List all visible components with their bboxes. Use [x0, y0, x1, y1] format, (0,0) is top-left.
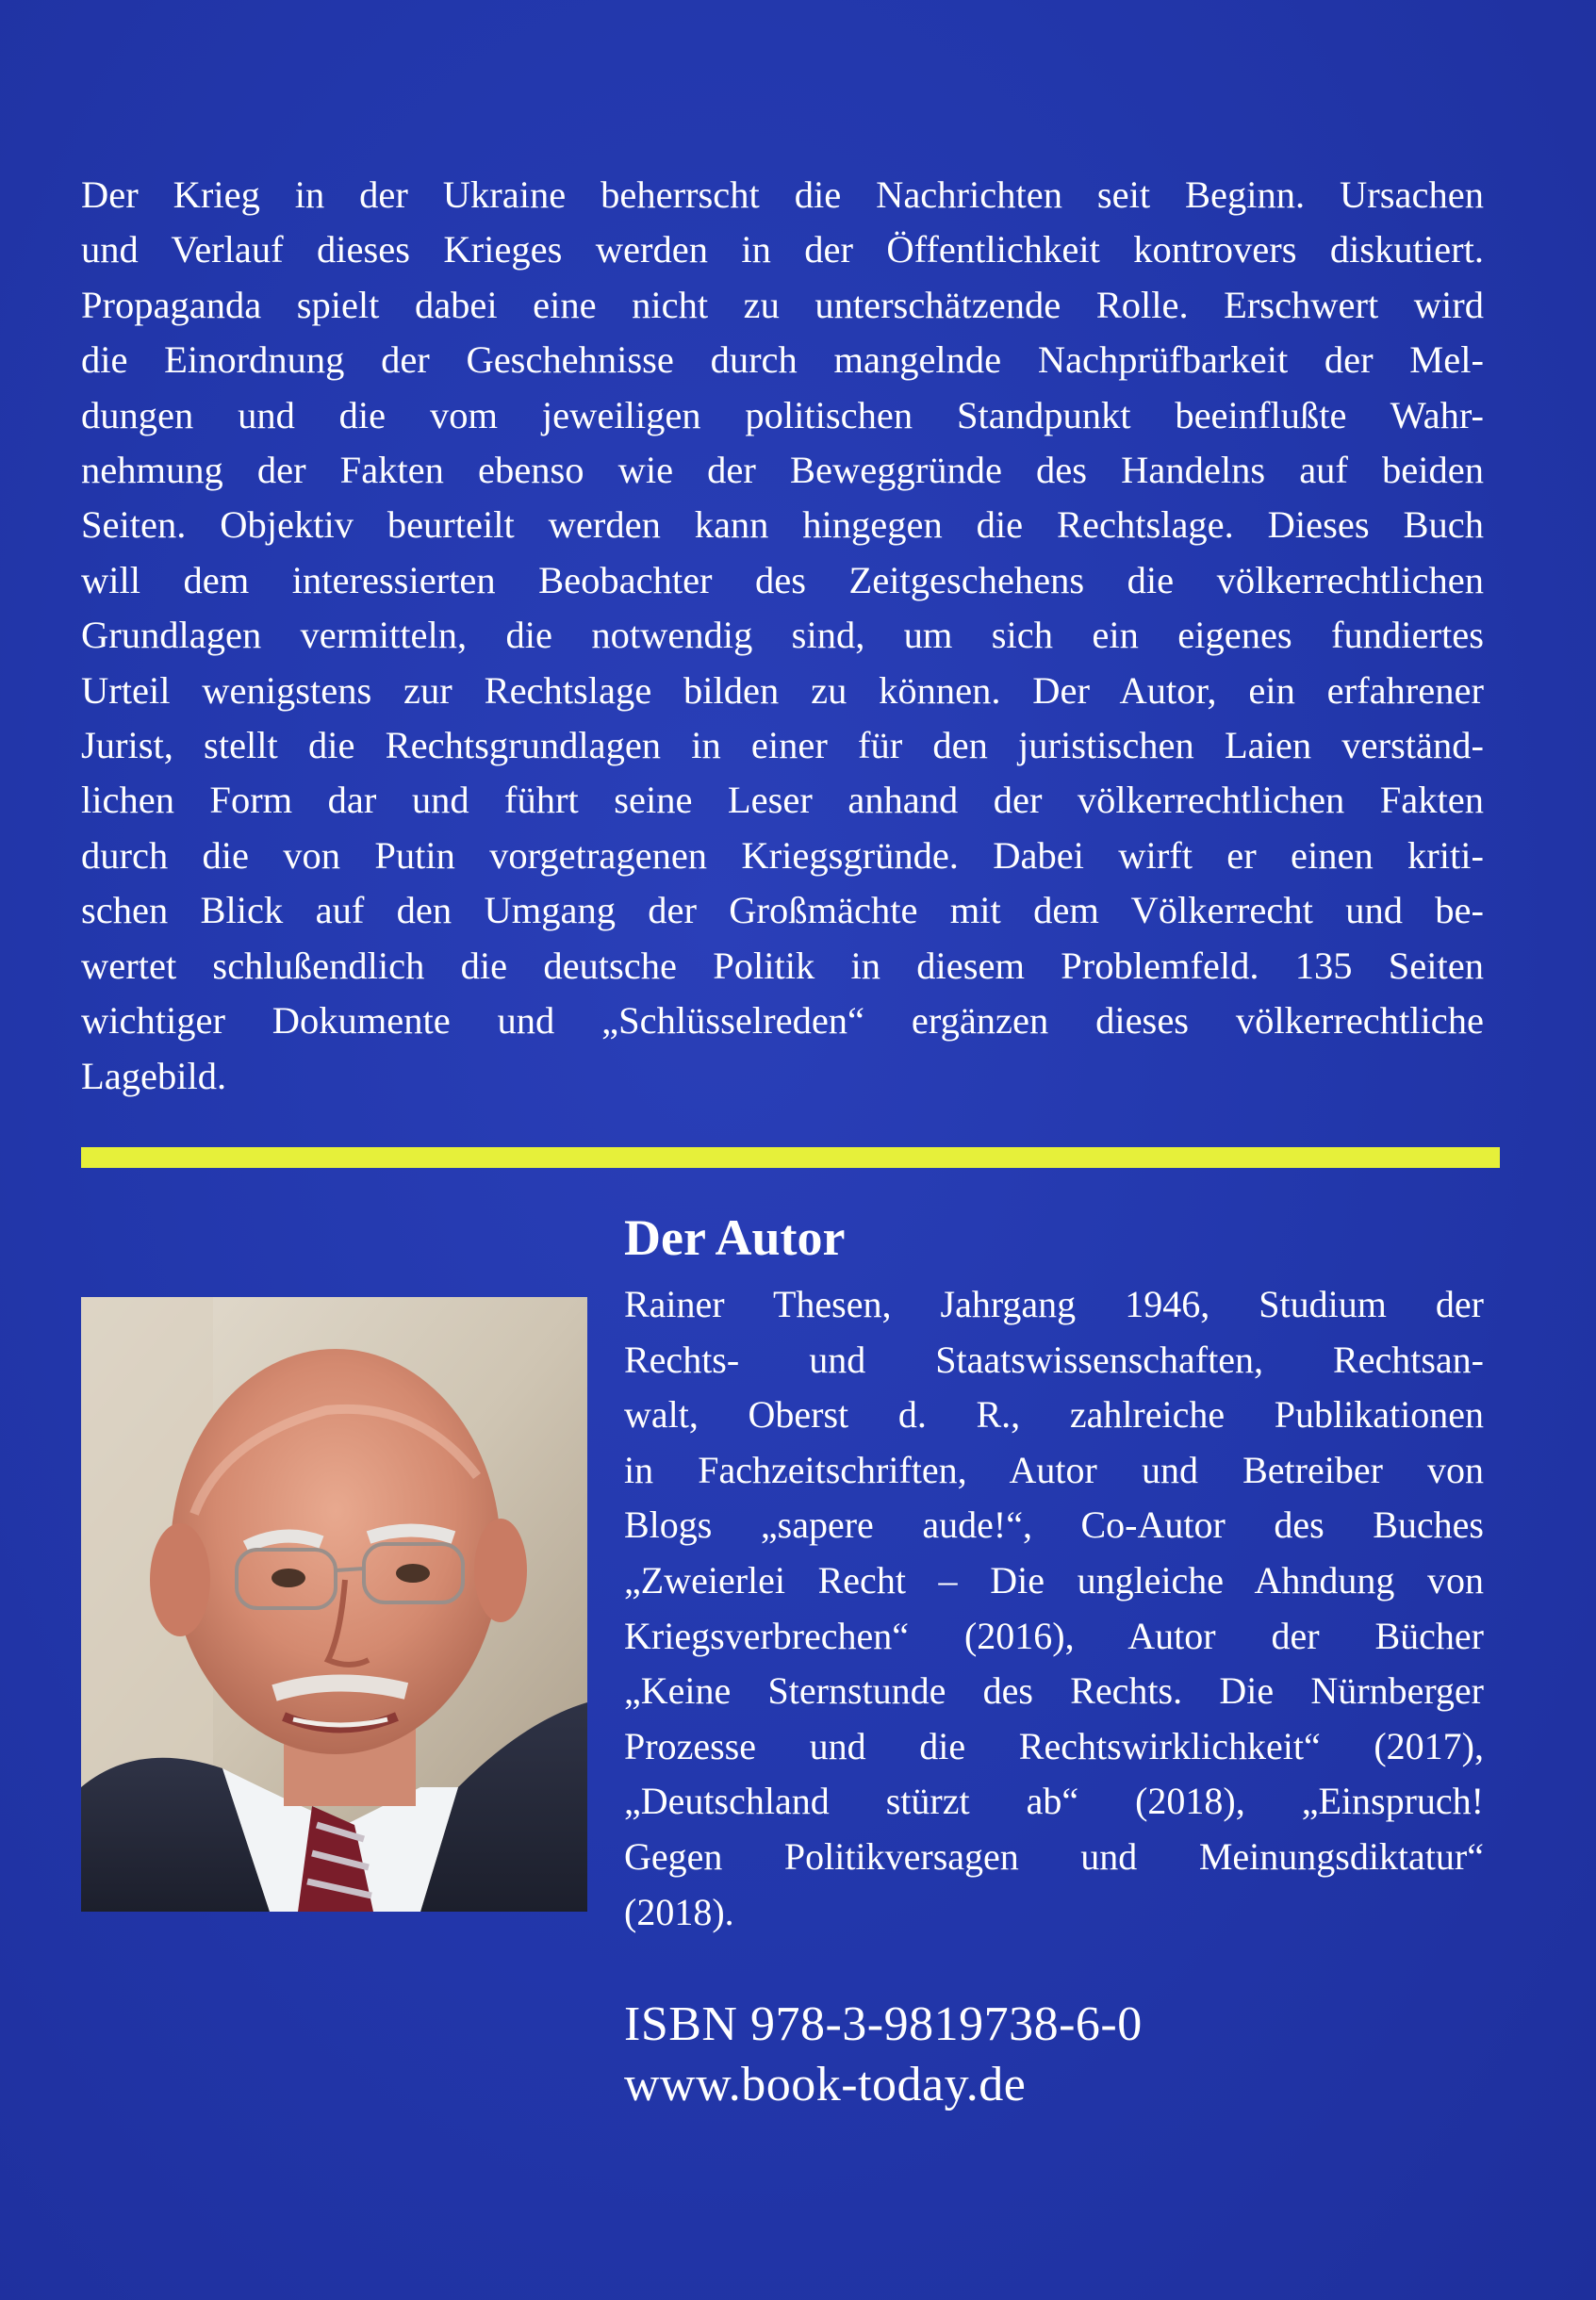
author-bio	[624, 1277, 1484, 1940]
bio-line: Blogs „sapere aude!“, Co-Autor des Buches	[624, 1503, 1484, 1547]
author-photo	[81, 1297, 587, 1912]
blurb-line: schen Blick auf den Umgang der Großmächte mit dem Völkerrecht und be-	[81, 889, 1484, 932]
blurb-line: Propaganda spielt dabei eine nicht zu unterschätzende Rolle. Erschwert wird	[81, 283, 1484, 326]
bio-line: „Zweierlei Recht – Die ungleiche Ahndung von	[624, 1558, 1484, 1602]
blurb-line: dungen und die vom jeweiligen politischen Standpunkt beeinflußte Wahr-	[81, 393, 1484, 436]
blurb-line: und Verlauf dieses Krieges werden in der Öffentlichkeit kontrovers diskutiert.	[81, 228, 1484, 271]
blurb-line: will dem interessierten Beobachter des Zeitgeschehens die völkerrechtlichen	[81, 558, 1484, 601]
blurb-line: Seiten. Objektiv beurteilt werden kann hingegen die Rechtslage. Dieses Buch	[81, 503, 1484, 547]
blurb-line: Der Krieg in der Ukraine beherrscht die Nachrichten seit Beginn. Ursachen	[81, 173, 1484, 216]
bio-line: Prozesse und die Rechtswirklichkeit“ (2017),	[624, 1724, 1484, 1767]
author-heading: Der Autor	[624, 1209, 846, 1266]
blurb-line: wichtiger Dokumente und „Schlüsselreden“ ergänzen dieses völkerrechtliche	[81, 999, 1484, 1043]
bio-line: Rechts- und Staatswissenschaften, Rechtsan-	[624, 1338, 1484, 1381]
bio-line: in Fachzeitschriften, Autor und Betreiber von	[624, 1448, 1484, 1491]
bio-line: Rainer Thesen, Jahrgang 1946, Studium der	[624, 1283, 1484, 1325]
blurb-line: wertet schlußendlich die deutsche Politik in diesem Problemfeld. 135 Seiten	[81, 944, 1484, 987]
blurb-line: nehmung der Fakten ebenso wie der Beweggründe des Handelns auf beiden	[81, 449, 1484, 492]
blurb-line: Grundlagen vermitteln, die notwendig sind, um sich ein eigenes fundiertes	[81, 614, 1484, 657]
bio-line: Gegen Politikversagen und Meinungsdiktatur“	[624, 1834, 1484, 1878]
publisher-website: www.book-today.de	[624, 2058, 1027, 2111]
isbn: ISBN 978-3-9819738-6-0	[624, 1997, 1143, 2051]
bio-line: (2018).	[624, 1890, 734, 1933]
bio-line: Kriegsverbrechen“ (2016), Autor der Bücher	[624, 1614, 1484, 1657]
bio-line: walt, Oberst d. R., zahlreiche Publikationen	[624, 1393, 1484, 1437]
blurb-line: Lagebild.	[81, 1054, 227, 1097]
bio-line: „Keine Sternstunde des Rechts. Die Nürnberger	[624, 1669, 1484, 1713]
blurb-text	[81, 168, 1484, 1104]
blurb-line: Urteil wenigstens zur Rechtslage bilden zu können. Der Autor, ein erfahrener	[81, 668, 1484, 712]
yellow-divider	[81, 1147, 1500, 1168]
blurb-line: durch die von Putin vorgetragenen Kriegsgründe. Dabei wirft er einen kriti-	[81, 833, 1484, 877]
blurb-line: die Einordnung der Geschehnisse durch mangelnde Nachprüfbarkeit der Mel-	[81, 338, 1484, 382]
bio-line: „Deutschland stürzt ab“ (2018), „Einspruch!	[624, 1780, 1484, 1823]
blurb-line: lichen Form dar und führt seine Leser anhand der völkerrechtlichen Fakten	[81, 779, 1484, 822]
blurb-line: Jurist, stellt die Rechtsgrundlagen in einer für den juristischen Laien verständ-	[81, 724, 1484, 767]
